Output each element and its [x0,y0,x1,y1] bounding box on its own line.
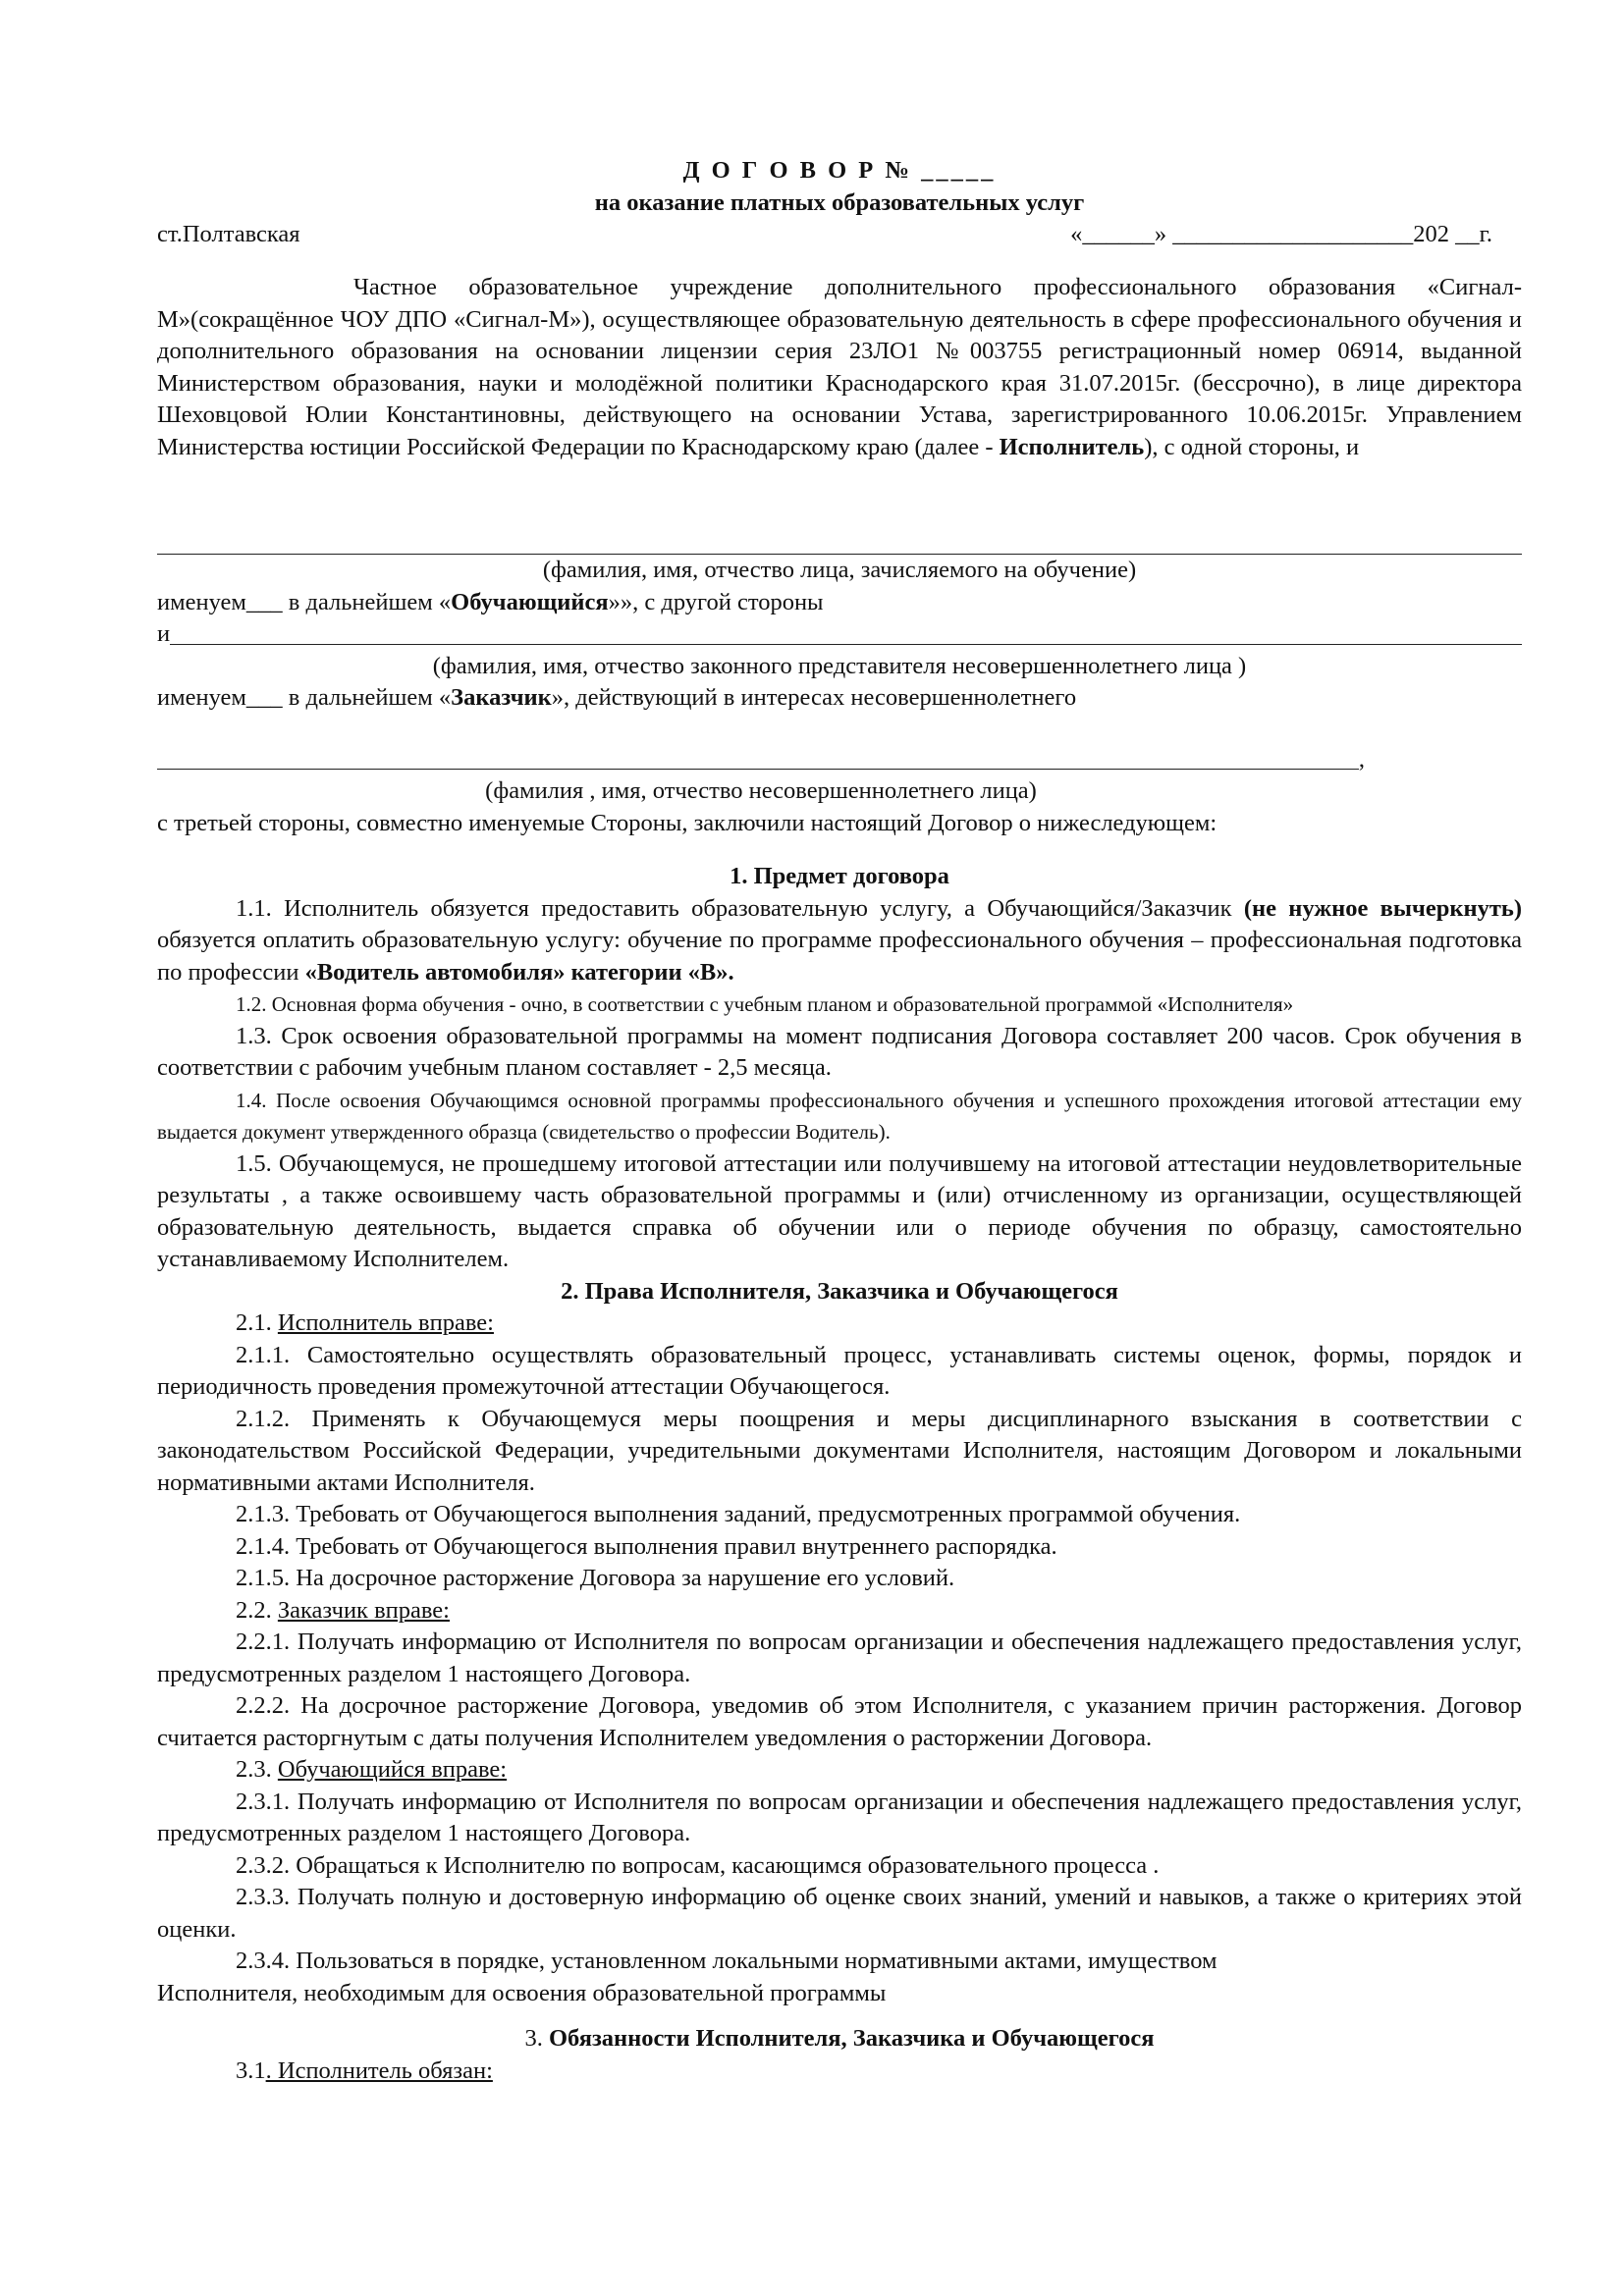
clause-2-3-4: 2.3.4. Пользоваться в порядке, установленном локальными нормативными актами, имуществом [236,1948,1217,1974]
minor-caption: (фамилия , имя, отчество несовершеннолетнего лица) [485,777,1037,804]
representative-name-line [170,618,1522,645]
clause-2-3: 2.3. Обучающийся вправе: [236,1756,508,1783]
section2-heading: 2. Права Исполнителя, Заказчика и Обучающегося [561,1277,1118,1305]
section1-heading: 1. Предмет договора [730,863,949,889]
clause-2-1-2: 2.1.2. Применять к Обучающемуся меры поощрения и меры дисциплинарного взыскания в соответствии с законодательством Российской Федерации, учредительными документами Исполнителя, настоящим Договором и локальными нормативными актами Исполнителя. [157,1405,1522,1496]
contract-date: «______» ____________________202 __г. [1070,221,1492,247]
clause-2-1: 2.1. Исполнитель вправе: [236,1309,494,1336]
representative-line-row: и [157,618,1522,651]
clause-3-1: 3.1. Исполнитель обязан: [236,2056,493,2084]
clause-2-3-2: 2.3.2. Обращаться к Исполнителю по вопросам, касающимся образовательного процесса . [236,1851,1160,1879]
place-date-row [157,219,1522,250]
clause-1-1: 1.1. Исполнитель обязуется предоставить образовательную услугу, а Обучающийся/Заказчик (не нужное вычеркнуть) обязуется оплатить образовательную услугу: обучение по программе профессионального обучения – профессиональная подготовка по профессии «Водитель автомобиля» категории «В». [157,894,1522,986]
clause-2-3-4-cont: Исполнителя, необходимым для освоения образовательной программы [157,1979,887,2006]
clause-2-1-1: 2.1.1. Самостоятельно осуществлять образовательный процесс, устанавливать системы оценок, формы, порядок и периодичность проведения промежуточной аттестации Обучающегося. [157,1341,1522,1400]
clause-1-5: 1.5. Обучающемуся, не прошедшему итоговой аттестации или получившему на итоговой аттестации неудовлетворительные результаты , а также освоившему часть образовательной программы и (или) отчисленному из организации, осуществляющей образовательную деятельность, выдается справка об обучении или о периоде обучения по образцу, самостоятельно устанавливаемому Исполнителем. [157,1149,1522,1272]
clause-1-3: 1.3. Срок освоения образовательной программы на момент подписания Договора составляет 200 часов. Срок обучения в соответствии с рабочим учебным планом составляет - 2,5 месяца. [157,1022,1522,1081]
customer-named: именуем___ в дальнейшем «Заказчик», действующий в интересах несовершеннолетнего [157,684,1077,711]
student-name-line [157,524,1522,555]
clause-2-2-1: 2.2.1. Получать информацию от Исполнителя по вопросам организации и обеспечения надлежащего предоставления услуг, предусмотренных разделом 1 настоящего Договора. [157,1629,1522,1687]
clause-1-2: 1.2. Основная форма обучения - очно, в соответствии с учебным планом и образовательной программой «Исполнителя» [236,992,1294,1016]
clause-2-1-3: 2.1.3. Требовать от Обучающегося выполнения заданий, предусмотренных программой обучения. [236,1501,1241,1527]
student-named: именуем___ в дальнейшем «Обучающийся»», с другой стороны [157,588,824,615]
clause-2-3-1: 2.3.1. Получать информацию от Исполнителя по вопросам организации и обеспечения надлежащего предоставления услуг, предусмотренных разделом 1 настоящего Договора. [157,1788,1522,1846]
clause-2-3-3: 2.3.3. Получать полную и достоверную информацию об оценке своих знаний, умений и навыков, а также о критериях этой оценки. [157,1884,1522,1943]
section3-heading: 3. Обязанности Исполнителя, Заказчика и Обучающегося [524,2025,1155,2052]
minor-line-row: , [157,744,1365,776]
contract-page [157,147,1522,2087]
minor-name-line [157,744,1359,771]
clause-2-2: 2.2. Заказчик вправе: [236,1596,450,1624]
clause-2-1-4: 2.1.4. Требовать от Обучающегося выполнения правил внутреннего распорядка. [236,1532,1057,1560]
third-party: с третьей стороны, совместно именуемые Стороны, заключили настоящий Договор о нижеследующем: [157,809,1217,836]
place: ст.Полтавская [157,221,300,247]
contract-title: Д О Г О В О Р № _____ [682,157,997,184]
contract-subtitle: на оказание платных образовательных услуг [594,188,1085,216]
intro-paragraph: Частное образовательное учреждение дополнительного профессионального образования «Сигнал-М»(сокращённое ЧОУ ДПО «Сигнал-М»), осуществляющее образовательную деятельность в сфере профессионального обучения и дополнительного образования на основании лицензии серия 23ЛО1 №003755 регистрационный номер 06914, выданной Министерством образования, науки и молодёжной политики Краснодарского края 31.07.2015г. (бессрочно), в лице директора Шеховцовой Юлии Константиновны, действующего на основании Устава, зарегистрированного 10.06.2015г. Управлением Министерства юстиции Российской Федерации по Краснодарскому краю (далее - Исполнитель), с одной стороны, и [157,274,1522,460]
clause-2-1-5: 2.1.5. На досрочное расторжение Договора за нарушение его условий. [236,1565,955,1591]
clause-1-4: 1.4. После освоения Обучающимся основной программы профессионального обучения и успешного прохождения итоговой аттестации ему выдается документ утвержденного образца (свидетельство о профессии Водитель). [157,1088,1522,1144]
representative-caption: (фамилия, имя, отчество законного представителя несовершеннолетнего лица ) [432,652,1247,679]
clause-2-2-2: 2.2.2. На досрочное расторжение Договора, уведомив об этом Исполнителя, с указанием причин расторжения. Договор считается расторгнутым с даты получения Исполнителем уведомления о расторжении Договора. [157,1692,1522,1751]
student-caption: (фамилия, имя, отчество лица, зачисляемого на обучение) [542,557,1137,583]
